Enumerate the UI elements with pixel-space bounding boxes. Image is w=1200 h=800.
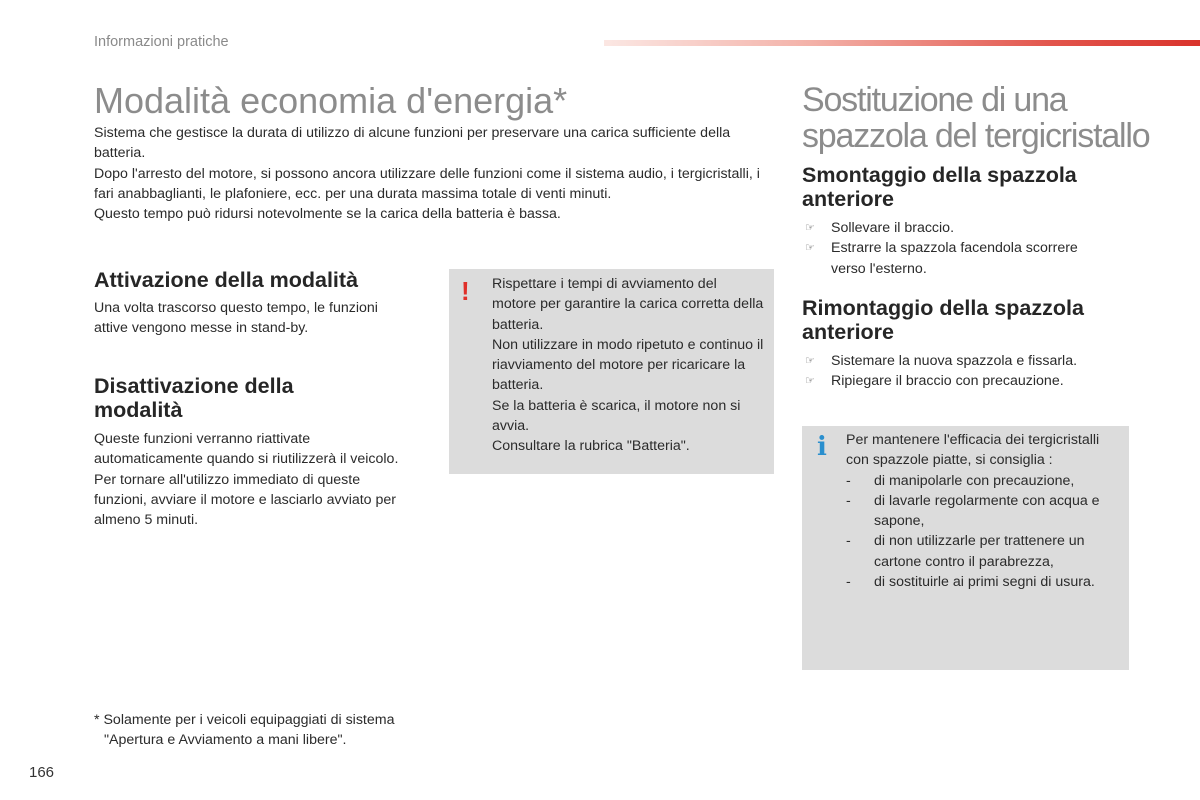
intro-paragraph-3: Questo tempo può ridursi notevolmente se la carica della batteria è bassa.: [94, 206, 561, 223]
refit-step-text: Sistemare la nuova spazzola e fissarla.: [831, 353, 1078, 369]
footnote-line-2: "Apertura e Avviamento a mani libere".: [104, 732, 347, 749]
warning-line-2: Non utilizzare in modo ripetuto e continuo il riavviamento del motore per ricaricare la batteria.: [492, 336, 764, 394]
removal-steps: [803, 218, 1113, 279]
deactivation-paragraph-1: Queste funzioni verranno riattivate automaticamente quando si riutilizzerà il veicolo.: [94, 431, 399, 468]
deactivation-text: [94, 429, 404, 530]
footnote: [94, 710, 454, 751]
refit-heading: Rimontaggio della spazzola anteriore: [802, 296, 1084, 344]
info-list-item: - di sostituirle ai primi segni di usura.: [846, 574, 1095, 591]
wiper-title: Sostituzione di una spazzola del tergicristallo: [802, 81, 1150, 155]
warning-line-3: Se la batteria è scarica, il motore non si avvia.: [492, 397, 741, 435]
refit-step: [803, 371, 1113, 391]
info-list-item: - di manipolarle con precauzione,: [846, 472, 1075, 489]
section-label: Informazioni pratiche: [94, 34, 229, 50]
pointing-hand-icon: ☞: [805, 375, 815, 388]
deactivation-heading: Disattivazione della modalità: [94, 374, 294, 422]
refit-step: [803, 351, 1113, 371]
intro-text: [94, 123, 764, 224]
page-number: 166: [29, 764, 55, 781]
header-accent-bar: [604, 40, 1200, 46]
warning-exclamation-icon: !: [461, 276, 470, 306]
info-list-item: - di non utilizzarle per trattenere un cartone contro il parabrezza,: [846, 533, 1085, 570]
pointing-hand-icon: ☞: [805, 242, 815, 255]
info-icon: i: [817, 432, 827, 462]
removal-step-text: Sollevare il braccio.: [831, 220, 955, 236]
refit-steps: [803, 351, 1113, 392]
intro-paragraph-2: Dopo l'arresto del motore, si possono ancora utilizzare delle funzioni come il sistema audio, i tergicristalli, i fari anabbaglianti, le plafoniere, ecc. per una durata massima totale di venti minuti.: [94, 165, 760, 202]
activation-heading: Attivazione della modalità: [94, 268, 359, 292]
refit-step-text: Ripiegare il braccio con precauzione.: [831, 373, 1064, 390]
pointing-hand-icon: ☞: [805, 355, 815, 367]
warning-line-4: Consultare la rubrica "Batteria".: [492, 438, 690, 455]
pointing-hand-icon: ☞: [805, 222, 815, 234]
deactivation-paragraph-2: Per tornare all'utilizzo immediato di queste funzioni, avviare il motore e lasciarlo avviato per almeno 5 minuti.: [94, 471, 397, 529]
info-intro: Per mantenere l'efficacia dei tergicristalli con spazzole piatte, si consiglia :: [846, 432, 1100, 469]
warning-line-1: Rispettare i tempi di avviamento del motore per garantire la carica corretta della batteria.: [492, 276, 764, 333]
page-title: Modalità economia d'energia*: [94, 80, 568, 121]
info-text: [846, 430, 1122, 592]
removal-heading: Smontaggio della spazzola anteriore: [802, 163, 1077, 211]
info-list-item: - di lavarle regolarmente con acqua e sapone,: [846, 492, 1100, 530]
footnote-line-1: * Solamente per i veicoli equipaggiati di sistema: [94, 712, 395, 728]
removal-step: [803, 218, 1113, 238]
info-list: [846, 471, 1122, 593]
activation-text: Una volta trascorso questo tempo, le funzioni attive vengono messe in stand-by.: [94, 300, 378, 337]
removal-step-text: Estrarre la spazzola facendola scorrere verso l'esterno.: [831, 240, 1078, 277]
removal-step: [803, 238, 1113, 279]
intro-paragraph-1: Sistema che gestisce la durata di utilizzo di alcune funzioni per preservare una carica sufficiente della batteria.: [94, 125, 731, 162]
warning-text: [492, 274, 764, 457]
